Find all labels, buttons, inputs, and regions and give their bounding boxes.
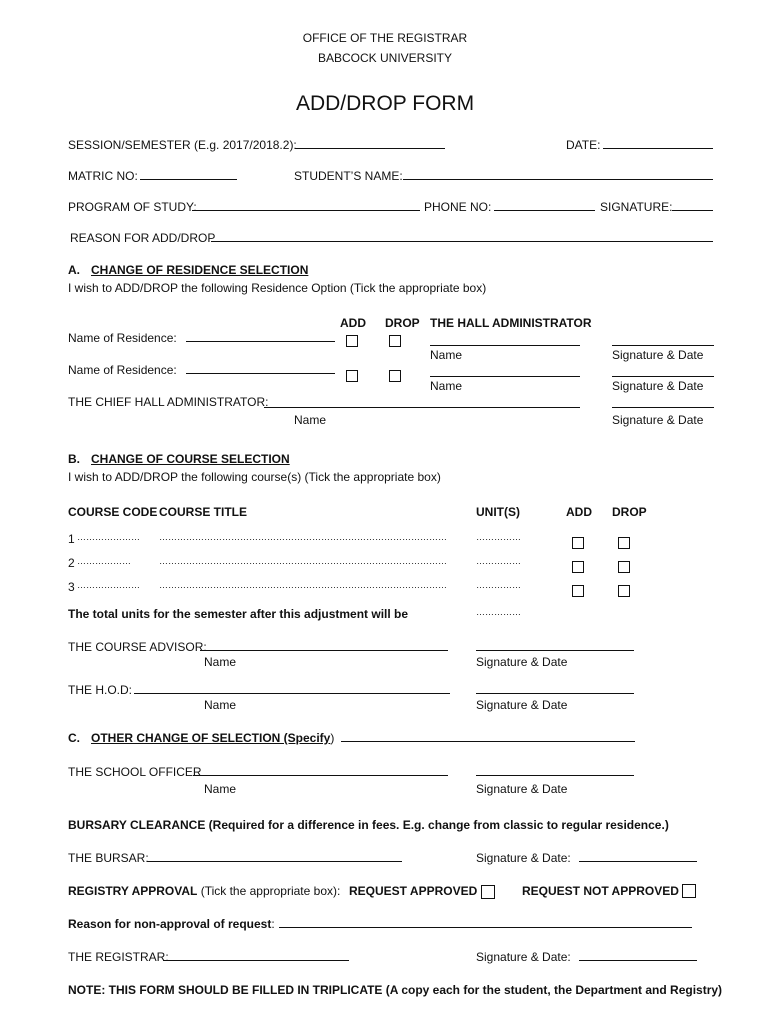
request-not-approved-checkbox[interactable] (682, 884, 696, 898)
registry-approval-label: REGISTRY APPROVAL (68, 884, 198, 898)
residence-drop-checkbox-1[interactable] (389, 335, 401, 347)
registrar-sig-field[interactable] (579, 960, 697, 961)
course-add-checkbox[interactable] (572, 585, 584, 597)
session-label: SESSION/SEMESTER (E.g. 2017/2018.2): (68, 138, 297, 152)
course-units-field[interactable]: …………… (476, 532, 521, 542)
officer-name-caption: Name (204, 782, 237, 796)
hall-admin-sig-field-2[interactable] (612, 376, 714, 377)
non-approval-reason-field[interactable] (279, 927, 692, 928)
section-c-heading: OTHER CHANGE OF SELECTION (Specify (91, 731, 331, 745)
request-approved-checkbox[interactable] (481, 885, 495, 899)
chief-hall-admin-label: THE CHIEF HALL ADMINISTRATOR: (68, 395, 269, 409)
course-title-field[interactable]: …………………………………………………………………………………… (159, 581, 447, 590)
signature-label: SIGNATURE: (600, 200, 673, 214)
col-course-code: COURSE CODE (68, 505, 158, 519)
chief-hall-admin-field[interactable] (264, 407, 580, 408)
course-add-checkbox[interactable] (572, 561, 584, 573)
residence-field-1[interactable] (186, 341, 335, 342)
hall-admin-name-field-2[interactable] (430, 376, 580, 377)
residence-add-checkbox-2[interactable] (346, 370, 358, 382)
section-a-instruction: I wish to ADD/DROP the following Residence Option (Tick the appropriate box) (68, 281, 487, 295)
col-course-title: COURSE TITLE (159, 505, 248, 519)
hod-name-caption: Name (204, 698, 237, 712)
residence-drop-checkbox-2[interactable] (389, 370, 401, 382)
school-officer-field[interactable] (193, 775, 448, 776)
school-officer-sig-field[interactable] (476, 775, 634, 776)
program-field[interactable] (192, 210, 420, 211)
office-heading: OFFICE OF THE REGISTRAR (302, 31, 468, 45)
residence-field-2[interactable] (186, 373, 335, 374)
request-approved-label: REQUEST APPROVED (349, 884, 478, 898)
course-advisor-label: THE COURSE ADVISOR: (68, 640, 207, 654)
course-add-checkbox[interactable] (572, 537, 584, 549)
section-b-letter: B. (68, 452, 80, 466)
section-b-instruction: I wish to ADD/DROP the following course(s) (Tick the appropriate box) (68, 470, 441, 484)
hall-admin-sig-caption-1: Signature & Date (612, 348, 704, 362)
course-row-number: 3 (68, 580, 75, 594)
course-units-field[interactable]: …………… (476, 556, 521, 566)
section-c-letter: C. (68, 731, 80, 745)
section-a-letter: A. (68, 263, 80, 277)
reason-label: REASON FOR ADD/DROP (70, 231, 216, 245)
residence-label-2: Name of Residence: (68, 363, 177, 377)
officer-sig-caption: Signature & Date (476, 782, 568, 796)
university-heading: BABCOCK UNIVERSITY (317, 51, 453, 65)
course-code-field[interactable]: ……………… (77, 556, 131, 566)
student-name-field[interactable] (403, 179, 713, 180)
bursary-heading: BURSARY CLEARANCE (Required for a difference in fees. E.g. change from classic to regular residence.) (68, 818, 669, 832)
hod-label: THE H.O.D: (68, 683, 133, 697)
registrar-sig-label: Signature & Date: (476, 950, 571, 964)
phone-label: PHONE NO: (424, 200, 492, 214)
form-title: ADD/DROP FORM (295, 92, 475, 115)
registrar-label: THE REGISTRAR: (68, 950, 169, 964)
session-field[interactable] (295, 148, 445, 149)
chief-sig-caption: Signature & Date (612, 413, 704, 427)
signature-field[interactable] (672, 210, 713, 211)
residence-label-1: Name of Residence: (68, 331, 177, 345)
hall-admin-name-caption-2: Name (430, 379, 463, 393)
phone-field[interactable] (494, 210, 595, 211)
date-field[interactable] (603, 148, 713, 149)
advisor-sig-caption: Signature & Date (476, 655, 568, 669)
hod-sig-field[interactable] (476, 693, 634, 694)
course-title-field[interactable]: …………………………………………………………………………………… (159, 533, 447, 542)
request-not-approved-label: REQUEST NOT APPROVED (522, 884, 679, 898)
course-drop-checkbox[interactable] (618, 585, 630, 597)
col-add: ADD (566, 505, 592, 519)
matric-label: MATRIC NO: (68, 169, 138, 183)
bursar-field[interactable] (147, 861, 402, 862)
matric-field[interactable] (140, 179, 237, 180)
hall-admin-name-caption-1: Name (430, 348, 463, 362)
registry-approval-row (68, 885, 340, 897)
triplicate-note: NOTE: THIS FORM SHOULD BE FILLED IN TRIPLICATE (A copy each for the student, the Department and Registry) (68, 983, 723, 997)
non-approval-reason-colon: : (271, 917, 275, 931)
section-c-heading-wrap (91, 732, 334, 744)
course-drop-checkbox[interactable] (618, 537, 630, 549)
bursar-label: THE BURSAR: (68, 851, 149, 865)
course-advisor-sig-field[interactable] (476, 650, 634, 651)
course-units-field[interactable]: …………… (476, 580, 521, 590)
course-code-field[interactable]: ………………… (77, 580, 140, 590)
bursar-sig-label: Signature & Date: (476, 851, 571, 865)
total-units-label: The total units for the semester after this adjustment will be (68, 607, 409, 621)
program-label: PROGRAM OF STUDY: (68, 200, 197, 214)
advisor-name-caption: Name (204, 655, 237, 669)
course-advisor-field[interactable] (200, 650, 448, 651)
reason-field[interactable] (211, 241, 713, 242)
course-title-field[interactable]: …………………………………………………………………………………… (159, 557, 447, 566)
hall-admin-sig-caption-2: Signature & Date (612, 379, 704, 393)
course-row-number: 1 (68, 532, 75, 546)
col-drop: DROP (612, 505, 647, 519)
course-code-field[interactable]: ………………… (77, 532, 140, 542)
chief-hall-admin-sig-field[interactable] (612, 407, 714, 408)
section-a-heading: CHANGE OF RESIDENCE SELECTION (91, 263, 309, 277)
date-label: DATE: (566, 138, 601, 152)
student-name-label: STUDENT’S NAME: (294, 169, 403, 183)
section-b-heading: CHANGE OF COURSE SELECTION (91, 452, 290, 466)
non-approval-reason-row (68, 918, 275, 930)
total-units-field[interactable]: …………… (476, 607, 521, 617)
col-units: UNIT(S) (476, 505, 520, 519)
section-c-heading-close: ) (330, 731, 335, 745)
registrar-field[interactable] (163, 960, 349, 961)
chief-name-caption: Name (294, 413, 327, 427)
other-change-field[interactable] (341, 741, 635, 742)
hall-admin-sig-field-1[interactable] (612, 345, 714, 346)
hod-field[interactable] (134, 693, 450, 694)
residence-add-header: ADD (340, 316, 366, 330)
residence-add-checkbox-1[interactable] (346, 335, 358, 347)
hall-admin-name-field-1[interactable] (430, 345, 580, 346)
bursar-sig-field[interactable] (579, 861, 697, 862)
hod-sig-caption: Signature & Date (476, 698, 568, 712)
hall-admin-header: THE HALL ADMINISTRATOR (430, 316, 592, 330)
registry-approval-hint: (Tick the appropriate box): (200, 884, 341, 898)
non-approval-reason-label: Reason for non-approval of request (68, 917, 272, 931)
course-drop-checkbox[interactable] (618, 561, 630, 573)
course-row-number: 2 (68, 556, 75, 570)
residence-drop-header: DROP (385, 316, 420, 330)
school-officer-label: THE SCHOOL OFFICER (68, 765, 202, 779)
